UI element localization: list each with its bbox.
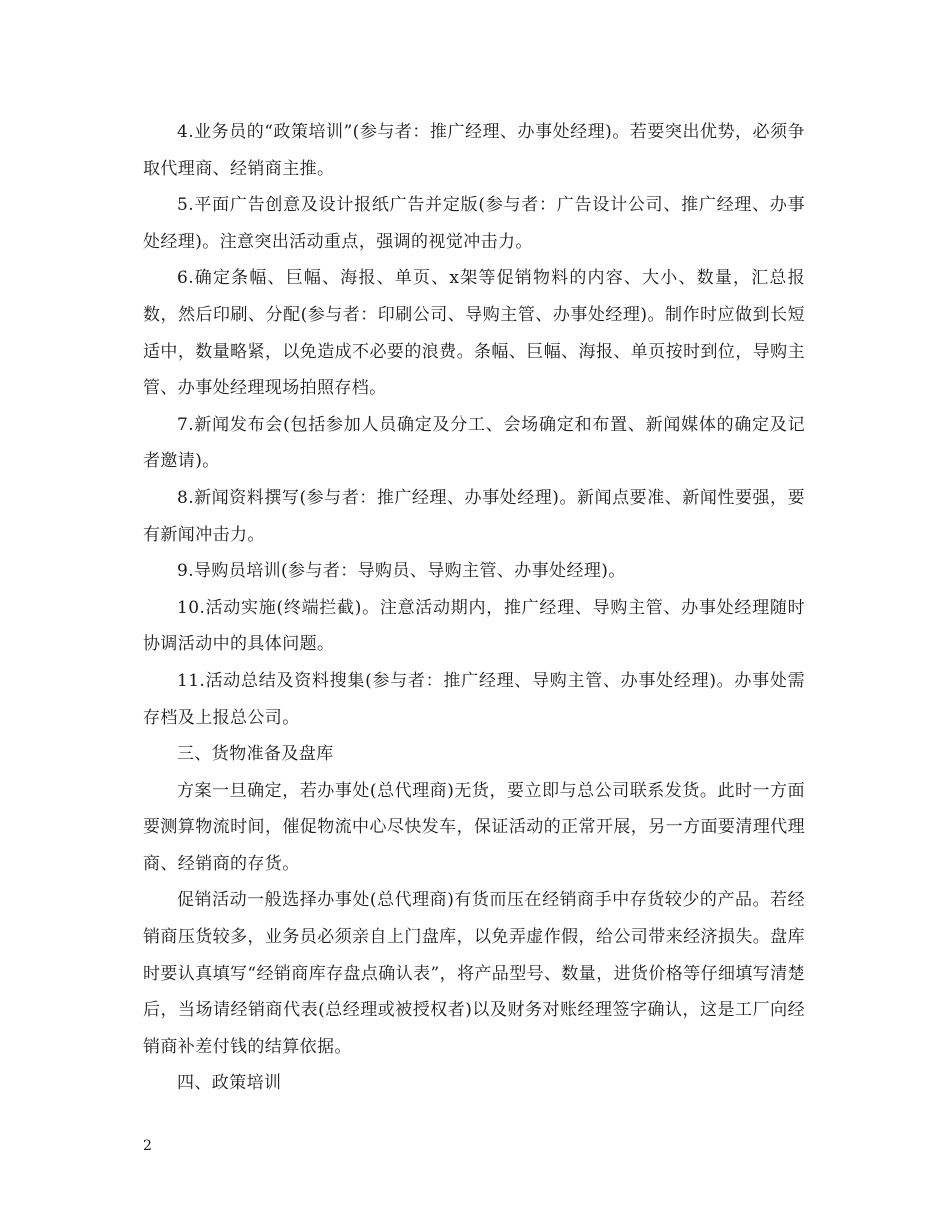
paragraph-item-6-promo-materials: 6.确定条幅、巨幅、海报、单页、x架等促销物料的内容、大小、数量，汇总报数，然后印刷、分配(参与者：印刷公司、导购主管、办事处经理)。制作时应做到长短适中，数量略紧，以免造成不必要的浪费。条幅、巨幅、海报、单页按时到位，导购主管、办事处经理现场拍照存档。 — [143, 268, 805, 399]
paragraph-item-9-guide-training: 9.导购员培训(参与者：导购员、导购主管、办事处经理)。 — [177, 561, 626, 582]
paragraph-item-10-implementation: 10.活动实施(终端拦截)。注意活动期内，推广经理、导购主管、办事处经理随时协调活动中的具体问题。 — [143, 597, 805, 655]
page-number: 2 — [143, 1138, 152, 1154]
paragraph-item-5-print-ad: 5.平面广告创意及设计报纸广告并定版(参与者：广告设计公司、推广经理、办事处经理)。注意突出活动重点，强调的视觉冲击力。 — [143, 195, 805, 252]
paragraph-inventory-shipping: 方案一旦确定，若办事处(总代理商)无货，要立即与总公司联系发货。此时一方面要测算物流时间，催促物流中心尽快发车，保证活动的正常开展，另一方面要清理代理商、经销商的存货。 — [143, 780, 805, 874]
section-heading-inventory: 三、货物准备及盘库 — [177, 744, 334, 765]
paragraph-item-11-summary: 11.活动总结及资料搜集(参与者：推广经理、导购主管、办事处经理)。办事处需存档及上报总公司。 — [143, 670, 805, 728]
paragraph-item-7-press-conference: 7.新闻发布会(包括参加人员确定及分工、会场确定和布置、新闻媒体的确定及记者邀请)。 — [143, 414, 805, 472]
paragraph-inventory-stocktake: 促销活动一般选择办事处(总代理商)有货而压在经销商手中存货较少的产品。若经销商压货较多，业务员必须亲自上门盘库，以免弄虚作假，给公司带来经济损失。盘库时要认真填写“经销商库存盘点确认表”，将产品型号、数量，进货价格等仔细填写清楚后，当场请经销商代表(总经理或被授权者)以及财务对账经理签字确认，这是工厂向经销商补差付钱的结算依据。 — [143, 890, 805, 1057]
paragraph-item-4-policy-training: 4.业务员的“政策培训”(参与者：推广经理、办事处经理)。若要突出优势，必须争取代理商、经销商主推。 — [143, 122, 805, 179]
document-body — [143, 114, 805, 1102]
paragraph-item-8-press-release: 8.新闻资料撰写(参与者：推广经理、办事处经理)。新闻点要准、新闻性要强，要有新闻冲击力。 — [143, 487, 805, 545]
section-heading-policy-training: 四、政策培训 — [177, 1073, 282, 1094]
